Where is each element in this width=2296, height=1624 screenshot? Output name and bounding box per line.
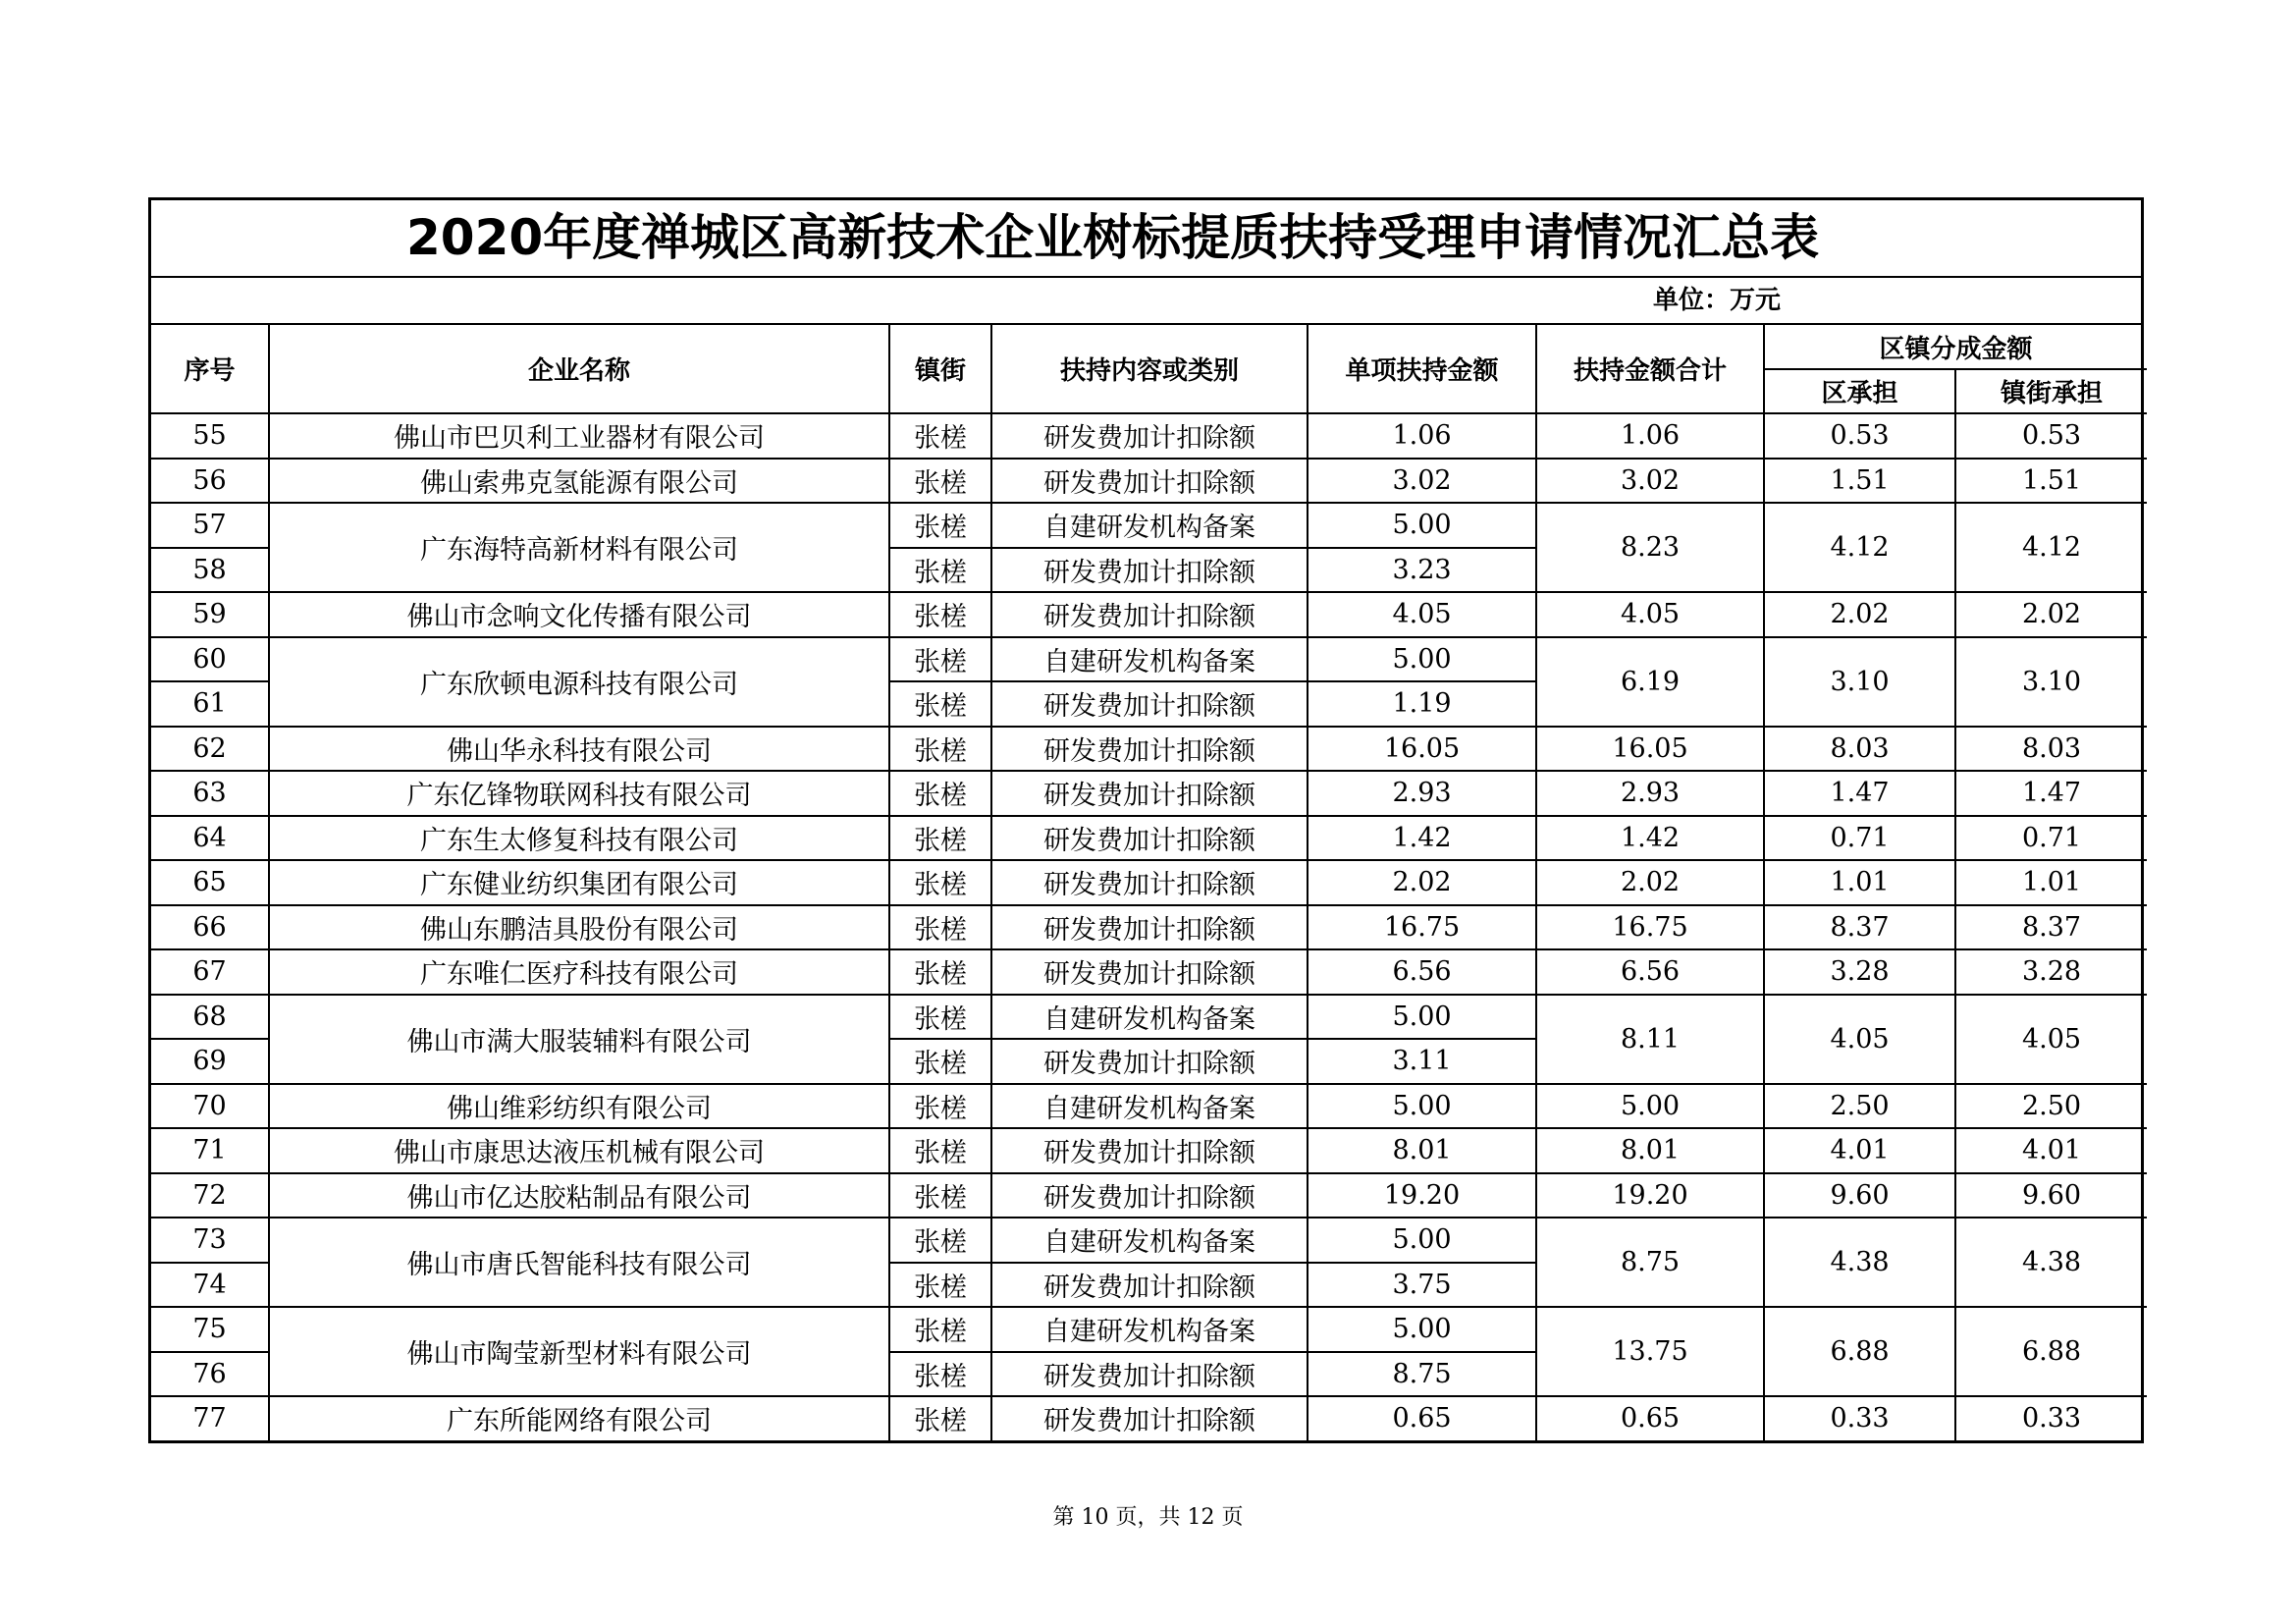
district-share-cell: 2.50 bbox=[1764, 1084, 1955, 1129]
header-town: 镇街 bbox=[889, 325, 991, 413]
company-cell: 佛山索弗克氢能源有限公司 bbox=[269, 459, 889, 504]
item-amount-cell: 2.02 bbox=[1308, 860, 1536, 905]
district-share-cell: 4.12 bbox=[1764, 503, 1955, 592]
category-cell: 研发费加计扣除额 bbox=[991, 413, 1308, 459]
company-cell: 广东健业纺织集团有限公司 bbox=[269, 860, 889, 905]
town-cell: 张槎 bbox=[889, 1039, 991, 1084]
item-amount-cell: 4.05 bbox=[1308, 592, 1536, 637]
item-amount-cell: 1.42 bbox=[1308, 816, 1536, 861]
district-share-cell: 0.33 bbox=[1764, 1396, 1955, 1440]
category-cell: 研发费加计扣除额 bbox=[991, 949, 1308, 995]
town-cell: 张槎 bbox=[889, 1218, 991, 1263]
item-amount-cell: 1.06 bbox=[1308, 413, 1536, 459]
district-share-cell: 0.53 bbox=[1764, 413, 1955, 459]
town-share-cell: 9.60 bbox=[1955, 1173, 2147, 1218]
seq-cell: 68 bbox=[151, 995, 269, 1040]
table-row bbox=[151, 905, 2147, 950]
item-amount-cell: 3.23 bbox=[1308, 548, 1536, 593]
total-amount-cell: 0.65 bbox=[1536, 1396, 1764, 1440]
town-cell: 张槎 bbox=[889, 592, 991, 637]
town-cell: 张槎 bbox=[889, 1128, 991, 1173]
company-cell: 佛山市唐氏智能科技有限公司 bbox=[269, 1218, 889, 1307]
company-cell: 佛山东鹏洁具股份有限公司 bbox=[269, 905, 889, 950]
header-item-amount: 单项扶持金额 bbox=[1308, 325, 1536, 413]
header-split-group: 区镇分成金额 bbox=[1764, 325, 2147, 369]
table-row bbox=[151, 816, 2147, 861]
town-cell: 张槎 bbox=[889, 816, 991, 861]
data-table bbox=[151, 325, 2147, 1440]
town-cell: 张槎 bbox=[889, 503, 991, 548]
seq-cell: 70 bbox=[151, 1084, 269, 1129]
item-amount-cell: 2.93 bbox=[1308, 771, 1536, 816]
unit-row bbox=[151, 278, 2141, 325]
town-cell: 张槎 bbox=[889, 681, 991, 727]
category-cell: 研发费加计扣除额 bbox=[991, 681, 1308, 727]
seq-cell: 57 bbox=[151, 503, 269, 548]
seq-cell: 75 bbox=[151, 1307, 269, 1352]
town-cell: 张槎 bbox=[889, 727, 991, 772]
seq-cell: 63 bbox=[151, 771, 269, 816]
district-share-cell: 4.05 bbox=[1764, 995, 1955, 1084]
seq-cell: 72 bbox=[151, 1173, 269, 1218]
town-share-cell: 3.28 bbox=[1955, 949, 2147, 995]
district-share-cell: 2.02 bbox=[1764, 592, 1955, 637]
header-seq: 序号 bbox=[151, 325, 269, 413]
company-cell: 广东生太修复科技有限公司 bbox=[269, 816, 889, 861]
category-cell: 研发费加计扣除额 bbox=[991, 1128, 1308, 1173]
total-amount-cell: 1.42 bbox=[1536, 816, 1764, 861]
district-share-cell: 8.03 bbox=[1764, 727, 1955, 772]
district-share-cell: 6.88 bbox=[1764, 1307, 1955, 1396]
seq-cell: 59 bbox=[151, 592, 269, 637]
total-amount-cell: 8.01 bbox=[1536, 1128, 1764, 1173]
town-cell: 张槎 bbox=[889, 995, 991, 1040]
town-share-cell: 0.33 bbox=[1955, 1396, 2147, 1440]
total-amount-cell: 5.00 bbox=[1536, 1084, 1764, 1129]
company-cell: 佛山市巴贝利工业器材有限公司 bbox=[269, 413, 889, 459]
town-cell: 张槎 bbox=[889, 548, 991, 593]
town-share-cell: 3.10 bbox=[1955, 637, 2147, 727]
town-cell: 张槎 bbox=[889, 1173, 991, 1218]
seq-cell: 60 bbox=[151, 637, 269, 682]
town-share-cell: 1.01 bbox=[1955, 860, 2147, 905]
seq-cell: 69 bbox=[151, 1039, 269, 1084]
header-row bbox=[151, 325, 2147, 369]
item-amount-cell: 8.75 bbox=[1308, 1352, 1536, 1397]
category-cell: 研发费加计扣除额 bbox=[991, 1039, 1308, 1084]
company-cell: 广东所能网络有限公司 bbox=[269, 1396, 889, 1440]
district-share-cell: 3.10 bbox=[1764, 637, 1955, 727]
district-share-cell: 1.01 bbox=[1764, 860, 1955, 905]
header-town-share: 镇街承担 bbox=[1955, 369, 2147, 413]
item-amount-cell: 5.00 bbox=[1308, 503, 1536, 548]
total-amount-cell: 2.93 bbox=[1536, 771, 1764, 816]
seq-cell: 73 bbox=[151, 1218, 269, 1263]
item-amount-cell: 6.56 bbox=[1308, 949, 1536, 995]
category-cell: 自建研发机构备案 bbox=[991, 1218, 1308, 1263]
town-cell: 张槎 bbox=[889, 860, 991, 905]
table-row bbox=[151, 592, 2147, 637]
item-amount-cell: 5.00 bbox=[1308, 1307, 1536, 1352]
total-amount-cell: 16.75 bbox=[1536, 905, 1764, 950]
category-cell: 研发费加计扣除额 bbox=[991, 905, 1308, 950]
item-amount-cell: 3.75 bbox=[1308, 1263, 1536, 1308]
seq-cell: 62 bbox=[151, 727, 269, 772]
table-row bbox=[151, 771, 2147, 816]
table-row bbox=[151, 413, 2147, 459]
page-footer: 第 10 页，共 12 页 bbox=[1052, 1505, 1244, 1530]
total-amount-cell: 8.11 bbox=[1536, 995, 1764, 1084]
table-row bbox=[151, 637, 2147, 682]
category-cell: 自建研发机构备案 bbox=[991, 995, 1308, 1040]
town-share-cell: 1.47 bbox=[1955, 771, 2147, 816]
item-amount-cell: 5.00 bbox=[1308, 1084, 1536, 1129]
company-cell: 广东海特高新材料有限公司 bbox=[269, 503, 889, 592]
total-amount-cell: 1.06 bbox=[1536, 413, 1764, 459]
seq-cell: 58 bbox=[151, 548, 269, 593]
total-amount-cell: 6.56 bbox=[1536, 949, 1764, 995]
town-share-cell: 0.53 bbox=[1955, 413, 2147, 459]
company-cell: 佛山市念响文化传播有限公司 bbox=[269, 592, 889, 637]
seq-cell: 77 bbox=[151, 1396, 269, 1440]
district-share-cell: 4.38 bbox=[1764, 1218, 1955, 1307]
table-row bbox=[151, 949, 2147, 995]
town-cell: 张槎 bbox=[889, 905, 991, 950]
seq-cell: 76 bbox=[151, 1352, 269, 1397]
category-cell: 研发费加计扣除额 bbox=[991, 1173, 1308, 1218]
company-cell: 佛山市满大服装辅料有限公司 bbox=[269, 995, 889, 1084]
item-amount-cell: 8.01 bbox=[1308, 1128, 1536, 1173]
item-amount-cell: 0.65 bbox=[1308, 1396, 1536, 1440]
company-cell: 广东唯仁医疗科技有限公司 bbox=[269, 949, 889, 995]
item-amount-cell: 19.20 bbox=[1308, 1173, 1536, 1218]
table-row bbox=[151, 1173, 2147, 1218]
table-body bbox=[151, 325, 2147, 1440]
header-company: 企业名称 bbox=[269, 325, 889, 413]
company-cell: 广东欣顿电源科技有限公司 bbox=[269, 637, 889, 727]
town-cell: 张槎 bbox=[889, 771, 991, 816]
total-amount-cell: 8.23 bbox=[1536, 503, 1764, 592]
town-cell: 张槎 bbox=[889, 1307, 991, 1352]
town-share-cell: 1.51 bbox=[1955, 459, 2147, 504]
town-cell: 张槎 bbox=[889, 1263, 991, 1308]
town-share-cell: 8.37 bbox=[1955, 905, 2147, 950]
district-share-cell: 1.51 bbox=[1764, 459, 1955, 504]
seq-cell: 74 bbox=[151, 1263, 269, 1308]
town-share-cell: 2.02 bbox=[1955, 592, 2147, 637]
district-share-cell: 0.71 bbox=[1764, 816, 1955, 861]
seq-cell: 67 bbox=[151, 949, 269, 995]
table-row bbox=[151, 727, 2147, 772]
district-share-cell: 1.47 bbox=[1764, 771, 1955, 816]
item-amount-cell: 1.19 bbox=[1308, 681, 1536, 727]
town-cell: 张槎 bbox=[889, 413, 991, 459]
category-cell: 研发费加计扣除额 bbox=[991, 1396, 1308, 1440]
town-share-cell: 2.50 bbox=[1955, 1084, 2147, 1129]
header-category: 扶持内容或类别 bbox=[991, 325, 1308, 413]
item-amount-cell: 16.75 bbox=[1308, 905, 1536, 950]
company-cell: 佛山市陶莹新型材料有限公司 bbox=[269, 1307, 889, 1396]
total-amount-cell: 2.02 bbox=[1536, 860, 1764, 905]
table-row bbox=[151, 1396, 2147, 1440]
town-cell: 张槎 bbox=[889, 1396, 991, 1440]
total-amount-cell: 6.19 bbox=[1536, 637, 1764, 727]
category-cell: 研发费加计扣除额 bbox=[991, 459, 1308, 504]
table-row bbox=[151, 995, 2147, 1040]
town-share-cell: 4.12 bbox=[1955, 503, 2147, 592]
category-cell: 自建研发机构备案 bbox=[991, 1307, 1308, 1352]
town-share-cell: 4.38 bbox=[1955, 1218, 2147, 1307]
table-row bbox=[151, 1084, 2147, 1129]
seq-cell: 71 bbox=[151, 1128, 269, 1173]
category-cell: 自建研发机构备案 bbox=[991, 503, 1308, 548]
category-cell: 研发费加计扣除额 bbox=[991, 727, 1308, 772]
category-cell: 研发费加计扣除额 bbox=[991, 1263, 1308, 1308]
table-row bbox=[151, 1128, 2147, 1173]
category-cell: 研发费加计扣除额 bbox=[991, 860, 1308, 905]
item-amount-cell: 3.11 bbox=[1308, 1039, 1536, 1084]
table-row bbox=[151, 503, 2147, 548]
total-amount-cell: 8.75 bbox=[1536, 1218, 1764, 1307]
category-cell: 自建研发机构备案 bbox=[991, 637, 1308, 682]
company-cell: 佛山市康思达液压机械有限公司 bbox=[269, 1128, 889, 1173]
table-row bbox=[151, 1307, 2147, 1352]
item-amount-cell: 5.00 bbox=[1308, 637, 1536, 682]
seq-cell: 56 bbox=[151, 459, 269, 504]
total-amount-cell: 4.05 bbox=[1536, 592, 1764, 637]
category-cell: 研发费加计扣除额 bbox=[991, 1352, 1308, 1397]
category-cell: 研发费加计扣除额 bbox=[991, 548, 1308, 593]
company-cell: 佛山市亿达胶粘制品有限公司 bbox=[269, 1173, 889, 1218]
town-cell: 张槎 bbox=[889, 1352, 991, 1397]
item-amount-cell: 5.00 bbox=[1308, 995, 1536, 1040]
town-share-cell: 8.03 bbox=[1955, 727, 2147, 772]
town-share-cell: 4.01 bbox=[1955, 1128, 2147, 1173]
category-cell: 研发费加计扣除额 bbox=[991, 816, 1308, 861]
total-amount-cell: 16.05 bbox=[1536, 727, 1764, 772]
seq-cell: 65 bbox=[151, 860, 269, 905]
town-cell: 张槎 bbox=[889, 949, 991, 995]
header-district-share: 区承担 bbox=[1764, 369, 1955, 413]
company-cell: 广东亿锋物联网科技有限公司 bbox=[269, 771, 889, 816]
town-cell: 张槎 bbox=[889, 1084, 991, 1129]
table-row bbox=[151, 860, 2147, 905]
category-cell: 自建研发机构备案 bbox=[991, 1084, 1308, 1129]
item-amount-cell: 16.05 bbox=[1308, 727, 1536, 772]
seq-cell: 64 bbox=[151, 816, 269, 861]
total-amount-cell: 3.02 bbox=[1536, 459, 1764, 504]
district-share-cell: 8.37 bbox=[1764, 905, 1955, 950]
town-cell: 张槎 bbox=[889, 637, 991, 682]
category-cell: 研发费加计扣除额 bbox=[991, 771, 1308, 816]
category-cell: 研发费加计扣除额 bbox=[991, 592, 1308, 637]
district-share-cell: 9.60 bbox=[1764, 1173, 1955, 1218]
company-cell: 佛山华永科技有限公司 bbox=[269, 727, 889, 772]
header-total-amount: 扶持金额合计 bbox=[1536, 325, 1764, 413]
town-cell: 张槎 bbox=[889, 459, 991, 504]
total-amount-cell: 19.20 bbox=[1536, 1173, 1764, 1218]
district-share-cell: 4.01 bbox=[1764, 1128, 1955, 1173]
company-cell: 佛山维彩纺织有限公司 bbox=[269, 1084, 889, 1129]
table-row bbox=[151, 459, 2147, 504]
page-title: 2020年度禅城区高新技术企业树标提质扶持受理申请情况汇总表 bbox=[151, 200, 2141, 278]
table-row bbox=[151, 1218, 2147, 1263]
item-amount-cell: 5.00 bbox=[1308, 1218, 1536, 1263]
total-amount-cell: 13.75 bbox=[1536, 1307, 1764, 1396]
seq-cell: 61 bbox=[151, 681, 269, 727]
town-share-cell: 0.71 bbox=[1955, 816, 2147, 861]
seq-cell: 66 bbox=[151, 905, 269, 950]
item-amount-cell: 3.02 bbox=[1308, 459, 1536, 504]
town-share-cell: 6.88 bbox=[1955, 1307, 2147, 1396]
district-share-cell: 3.28 bbox=[1764, 949, 1955, 995]
town-share-cell: 4.05 bbox=[1955, 995, 2147, 1084]
unit-label: 单位：万元 bbox=[1653, 286, 1782, 315]
summary-sheet bbox=[148, 197, 2144, 1443]
seq-cell: 55 bbox=[151, 413, 269, 459]
